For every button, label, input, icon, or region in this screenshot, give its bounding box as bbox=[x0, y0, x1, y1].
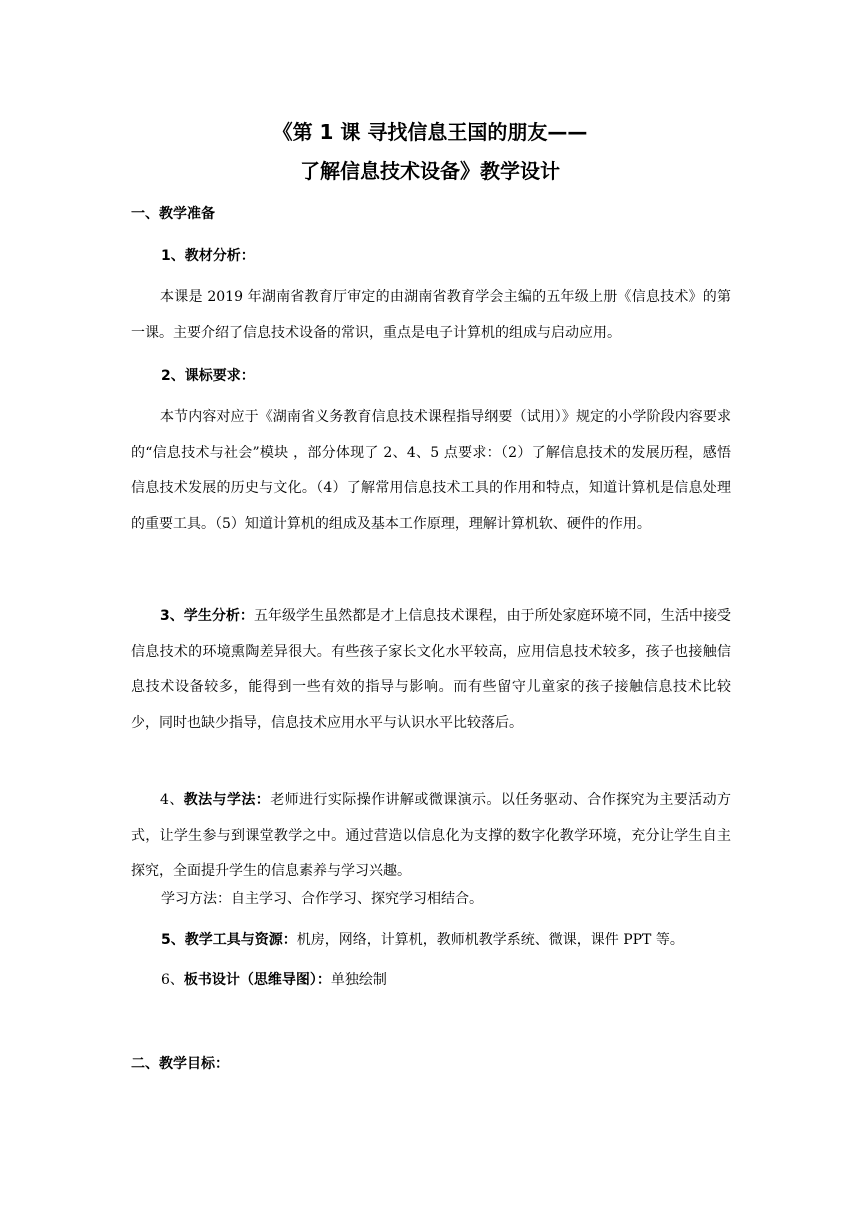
section-heading-teaching-prep: 一、教学准备 bbox=[131, 206, 215, 222]
paragraph-curriculum-requirements: 本节内容对应于《湖南省义务教育信息技术课程指导纲要（试用）》规定的小学阶段内容要求的“信息技术与社会”模块 ，部分体现了 2、4、5 点要求：（2）了解信息技术的发展历程，感悟信息技术发展的历史与文化。（4）了解常用信息技术工具的作用和特点，知道计算机是信息处理的重要工具。（5）知道计算机的组成及基本工作原理，理解计算机软、硬件的作用。 bbox=[131, 409, 731, 532]
paragraph-student-analysis bbox=[131, 599, 731, 741]
section-heading-teaching-objectives: 二、教学目标： bbox=[131, 1056, 229, 1072]
subheading-student-analysis: 3、学生分析： bbox=[160, 608, 254, 624]
teaching-methods-number: 4、 bbox=[160, 792, 184, 808]
doc-title-line-2: 了解信息技术设备》教学设计 bbox=[300, 159, 560, 183]
doc-title-line-1: 《第 1 课 寻找信息王国的朋友—— bbox=[272, 120, 588, 144]
teaching-methods-text: 老师进行实际操作讲解或微课演示。以任务驱动、合作探究为主要活动方式，让学生参与到课堂教学之中。通过营造以信息化为支撑的数字化教学环境，充分让学生自主探究，全面提升学生的信息素养与学习兴趣。 bbox=[131, 792, 731, 879]
subheading-teaching-methods: 教法与学法： bbox=[183, 792, 271, 808]
paragraph-textbook-analysis: 本课是 2019 年湖南省教育厅审定的由湖南省教育学会主编的五年级上册《信息技术》的第一课。主要介绍了信息技术设备的常识，重点是电子计算机的组成与启动应用。 bbox=[131, 289, 731, 341]
tools-resources-line bbox=[161, 930, 684, 950]
paragraph-teaching-methods bbox=[131, 783, 731, 890]
learning-methods-line: 学习方法：自主学习、合作学习、探究学习相结合。 bbox=[161, 891, 483, 907]
subheading-curriculum-requirements: 2、课标要求： bbox=[161, 368, 255, 384]
subheading-tools-resources: 5、教学工具与资源： bbox=[161, 932, 297, 948]
board-design-text: 单独绘制 bbox=[330, 972, 387, 988]
subheading-board-design: 板书设计（思维导图）： bbox=[183, 972, 331, 988]
board-design-line bbox=[161, 970, 387, 990]
student-analysis-text: 五年级学生虽然都是才上信息技术课程，由于所处家庭环境不同，生活中接受信息技术的环境熏陶差异很大。有些孩子家长文化水平较高，应用信息技术较多，孩子也接触信息技术设备较多，能得到一些有效的指导与影响。而有些留守儿童家的孩子接触信息技术比较少，同时也缺少指导，信息技术应用水平与认识水平比较落后。 bbox=[131, 608, 731, 731]
board-design-number: 6、 bbox=[161, 972, 184, 988]
tools-resources-text: 机房，网络，计算机，教师机教学系统、微课，课件 PPT 等。 bbox=[296, 932, 684, 948]
subheading-textbook-analysis: 1、教材分析： bbox=[161, 248, 255, 264]
